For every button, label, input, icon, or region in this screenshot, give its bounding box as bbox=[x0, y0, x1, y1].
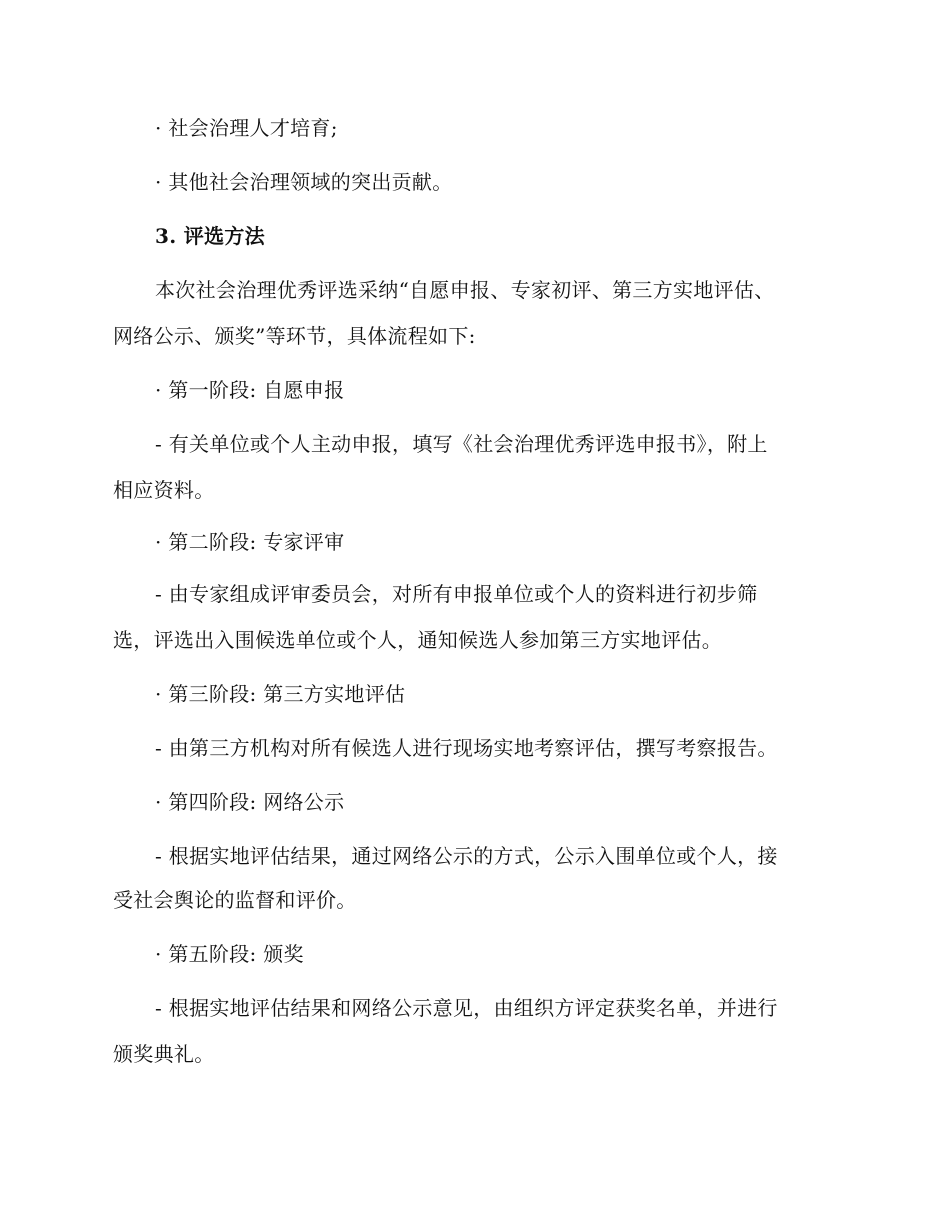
paragraph-line: - 根据实地评估结果，通过网络公示的方式，公示入围单位或个人，接 bbox=[155, 844, 778, 868]
paragraph-line: - 由专家组成评审委员会，对所有申报单位或个人的资料进行初步筛 bbox=[155, 582, 758, 606]
paragraph-line: - 有关单位或个人主动申报，填写《社会治理优秀评选申报书》，附上 bbox=[155, 432, 768, 456]
bullet-item: · 社会治理人才培育; bbox=[155, 116, 338, 140]
stage-heading: · 第二阶段: 专家评审 bbox=[155, 530, 345, 554]
paragraph-line: 相应资料。 bbox=[113, 478, 215, 502]
paragraph-line: 选，评选出入围候选单位或个人，通知候选人参加第三方实地评估。 bbox=[113, 628, 722, 652]
bullet-item: · 其他社会治理领域的突出贡献。 bbox=[155, 170, 453, 194]
stage-heading: · 第三阶段: 第三方实地评估 bbox=[155, 682, 406, 706]
paragraph-line: - 由第三方机构对所有候选人进行现场实地考察评估，撰写考察报告。 bbox=[155, 736, 778, 760]
paragraph-line: 颁奖典礼。 bbox=[113, 1042, 215, 1066]
stage-heading: · 第四阶段: 网络公示 bbox=[155, 790, 345, 814]
paragraph-line: 本次社会治理优秀评选采纳“自愿申报、专家初评、第三方实地评估、 bbox=[155, 278, 775, 302]
paragraph-line: 受社会舆论的监督和评价。 bbox=[113, 888, 357, 912]
paragraph-line: 网络公示、颁奖”等环节，具体流程如下: bbox=[113, 324, 476, 348]
stage-heading: · 第五阶段: 颁奖 bbox=[155, 942, 304, 966]
section-heading: 3. 评选方法 bbox=[155, 224, 265, 248]
paragraph-line: - 根据实地评估结果和网络公示意见，由组织方评定获奖名单，并进行 bbox=[155, 996, 778, 1020]
stage-heading: · 第一阶段: 自愿申报 bbox=[155, 378, 345, 402]
